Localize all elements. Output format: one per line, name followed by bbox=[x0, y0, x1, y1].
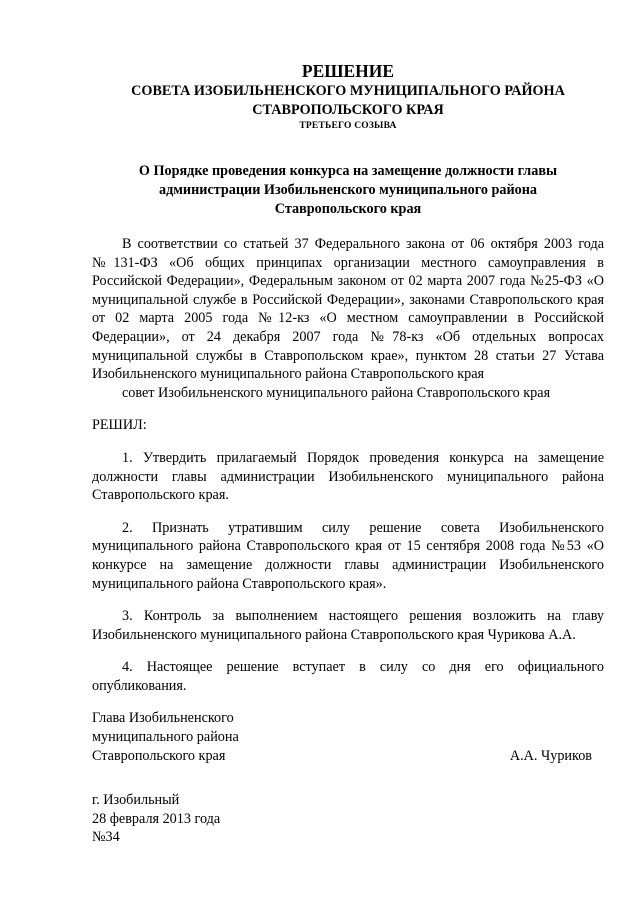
decision-subject: О Порядке проведения конкурса на замещение должности главы администрации Изобильненского муниципального района Ставропольского края bbox=[138, 163, 558, 217]
signature-title-line1: Глава Изобильненского bbox=[92, 710, 234, 727]
document-footer bbox=[92, 791, 604, 847]
council-statement: совет Изобильненского муниципального района Ставропольского края bbox=[122, 384, 551, 401]
decision-item-4: 4. Настоящее решение вступает в силу со дня его официального опубликования. bbox=[92, 659, 604, 694]
signature-title-line2: муниципального района bbox=[92, 729, 239, 746]
signature-row bbox=[92, 747, 604, 766]
decision-item-3: 3. Контроль за выполнением настоящего решения возложить на главу Изобильненского муниципального района Ставропольского края Чурикова А.А. bbox=[92, 608, 604, 643]
issue-date: 28 февраля 2013 года bbox=[92, 810, 221, 827]
document-title: РЕШЕНИЕ bbox=[301, 61, 395, 81]
document-number: №34 bbox=[92, 829, 120, 846]
issue-place: г. Изобильный bbox=[92, 792, 180, 809]
signature-title-line3: Ставропольского края bbox=[92, 747, 226, 764]
convocation-label: ТРЕТЬЕГО СОЗЫВА bbox=[299, 121, 397, 131]
decision-item-2: 2. Признать утратившим силу решение совета Изобильненского муниципального района Ставропольского края от 15 сентября 2008 года №53 «О конкурсе на замещение должности главы администрации Изобильненского муниципального района Ставропольского края». bbox=[92, 519, 604, 592]
document-page bbox=[92, 60, 604, 847]
signature-block bbox=[92, 709, 604, 765]
council-name-line1: СОВЕТА ИЗОБИЛЬНЕНСКОГО МУНИЦИПАЛЬНОГО РАЙОНА bbox=[131, 83, 565, 99]
council-name-line2: СТАВРОПОЛЬСКОГО КРАЯ bbox=[252, 102, 444, 118]
preamble-paragraph: В соответствии со статьей 37 Федерального закона от 06 октября 2003 года №131-ФЗ «Об общих принципах организации местного самоуправления в Российской Федерации», Федеральным законом от 02 марта 2007 года №25-ФЗ «О муниципальной службе в Российской Федерации», законами Ставропольского края от 02 марта 2005 года №12-кз «О местном самоуправлении в Российской Федерации», от 24 декабря 2007 года №78-кз «Об отдельных вопросах муниципальной службы в Ставропольском крае», пунктом 28 статьи 27 Устава Изобильненского муниципального района Ставропольского края bbox=[92, 236, 604, 383]
signatory-name: А.А. Чуриков bbox=[509, 747, 592, 764]
decided-heading: РЕШИЛ: bbox=[92, 417, 147, 434]
decision-item-1: 1. Утвердить прилагаемый Порядок проведения конкурса на замещение должности главы администрации Изобильненского муниципального района Ставропольского края. bbox=[92, 449, 604, 504]
